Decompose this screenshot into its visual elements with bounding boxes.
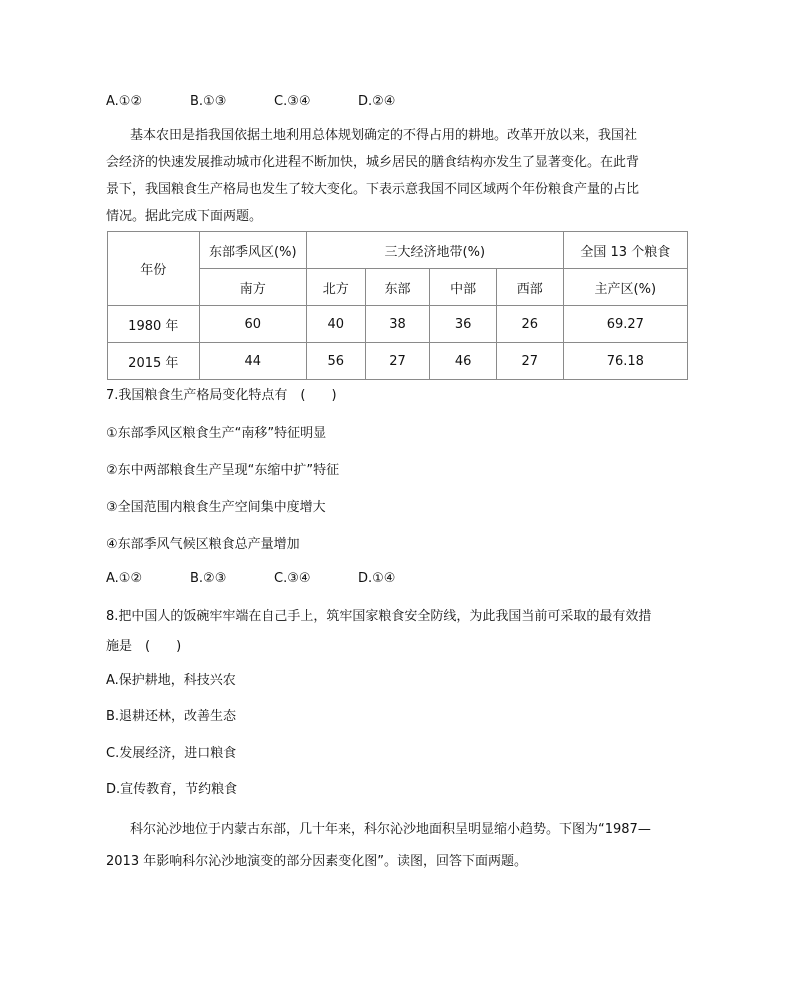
group-header-monsoon: 东部季风区(%) [199, 232, 306, 269]
table-cell: 44 [199, 343, 306, 380]
q7-item-3: ③全国范围内粮食生产空间集中度增大 [106, 500, 326, 515]
table-cell: 26 [496, 306, 563, 343]
option-d[interactable]: D.①④ [358, 571, 396, 586]
passage1-line: 会经济的快速发展推动城市化进程不断加快，城乡居民的膳食结构亦发生了显著变化。在此背 [106, 155, 640, 170]
option-a[interactable]: A.①② [106, 94, 143, 109]
option-b[interactable]: B.①③ [190, 94, 227, 109]
option-d[interactable]: D.②④ [358, 94, 396, 109]
table-cell: 36 [430, 306, 497, 343]
table-cell: 27 [496, 343, 563, 380]
col-header-main-producing: 主产区(%) [563, 269, 687, 306]
q7-options [106, 569, 442, 589]
grain-share-table [107, 231, 688, 380]
table-cell: 76.18 [563, 343, 687, 380]
col-header-central: 中部 [430, 269, 497, 306]
option-c[interactable]: C.③④ [274, 94, 311, 109]
q7-stem: 7.我国粮食生产格局变化特点有 ( ) [106, 388, 337, 403]
table-row [108, 343, 688, 380]
q7-item-4: ④东部季风气候区粮食总产量增加 [106, 537, 300, 552]
option-a[interactable]: A.①② [106, 571, 143, 586]
q8-option-c[interactable]: C.发展经济，进口粮食 [106, 746, 237, 761]
q6-options [106, 92, 442, 112]
table-cell: 69.27 [563, 306, 687, 343]
col-header-east: 东部 [365, 269, 430, 306]
table-row [108, 306, 688, 343]
col-header-north: 北方 [306, 269, 365, 306]
year-header: 年份 [108, 232, 200, 306]
q8-option-a[interactable]: A.保护耕地，科技兴农 [106, 673, 236, 688]
group-header-main-producing: 全国 13 个粮食 [563, 232, 687, 269]
passage2-line: 2013 年影响科尔沁沙地演变的部分因素变化图”。读图，回答下面两题。 [106, 854, 527, 869]
passage1-line: 情况。据此完成下面两题。 [106, 209, 263, 224]
passage2-line: 科尔沁沙地位于内蒙古东部，几十年来，科尔沁沙地面积呈明显缩小趋势。下图为“1987— [130, 822, 651, 837]
group-header-economic-belts: 三大经济地带(%) [306, 232, 563, 269]
option-c[interactable]: C.③④ [274, 571, 311, 586]
q7-item-2: ②东中两部粮食生产呈现“东缩中扩”特征 [106, 463, 340, 478]
table-cell: 40 [306, 306, 365, 343]
table-cell: 56 [306, 343, 365, 380]
passage1-line: 基本农田是指我国依据土地利用总体规划确定的不得占用的耕地。改革开放以来，我国社 [130, 128, 638, 143]
q7-item-1: ①东部季风区粮食生产“南移”特征明显 [106, 426, 327, 441]
row-year: 2015 年 [108, 343, 200, 380]
col-header-south: 南方 [199, 269, 306, 306]
table-cell: 27 [365, 343, 430, 380]
passage1-line: 景下，我国粮食生产格局也发生了较大变化。下表示意我国不同区域两个年份粮食产量的占比 [106, 182, 640, 197]
table-cell: 60 [199, 306, 306, 343]
q8-stem: 8.把中国人的饭碗牢牢端在自己手上，筑牢国家粮食安全防线，为此我国当前可采取的最有效措 [106, 609, 652, 624]
q8-stem-cont: 施是 ( ) [106, 639, 182, 654]
option-b[interactable]: B.②③ [190, 571, 227, 586]
row-year: 1980 年 [108, 306, 200, 343]
q8-option-b[interactable]: B.退耕还林，改善生态 [106, 709, 237, 724]
table-cell: 38 [365, 306, 430, 343]
table-cell: 46 [430, 343, 497, 380]
q8-option-d[interactable]: D.宣传教育，节约粮食 [106, 782, 238, 797]
col-header-west: 西部 [496, 269, 563, 306]
